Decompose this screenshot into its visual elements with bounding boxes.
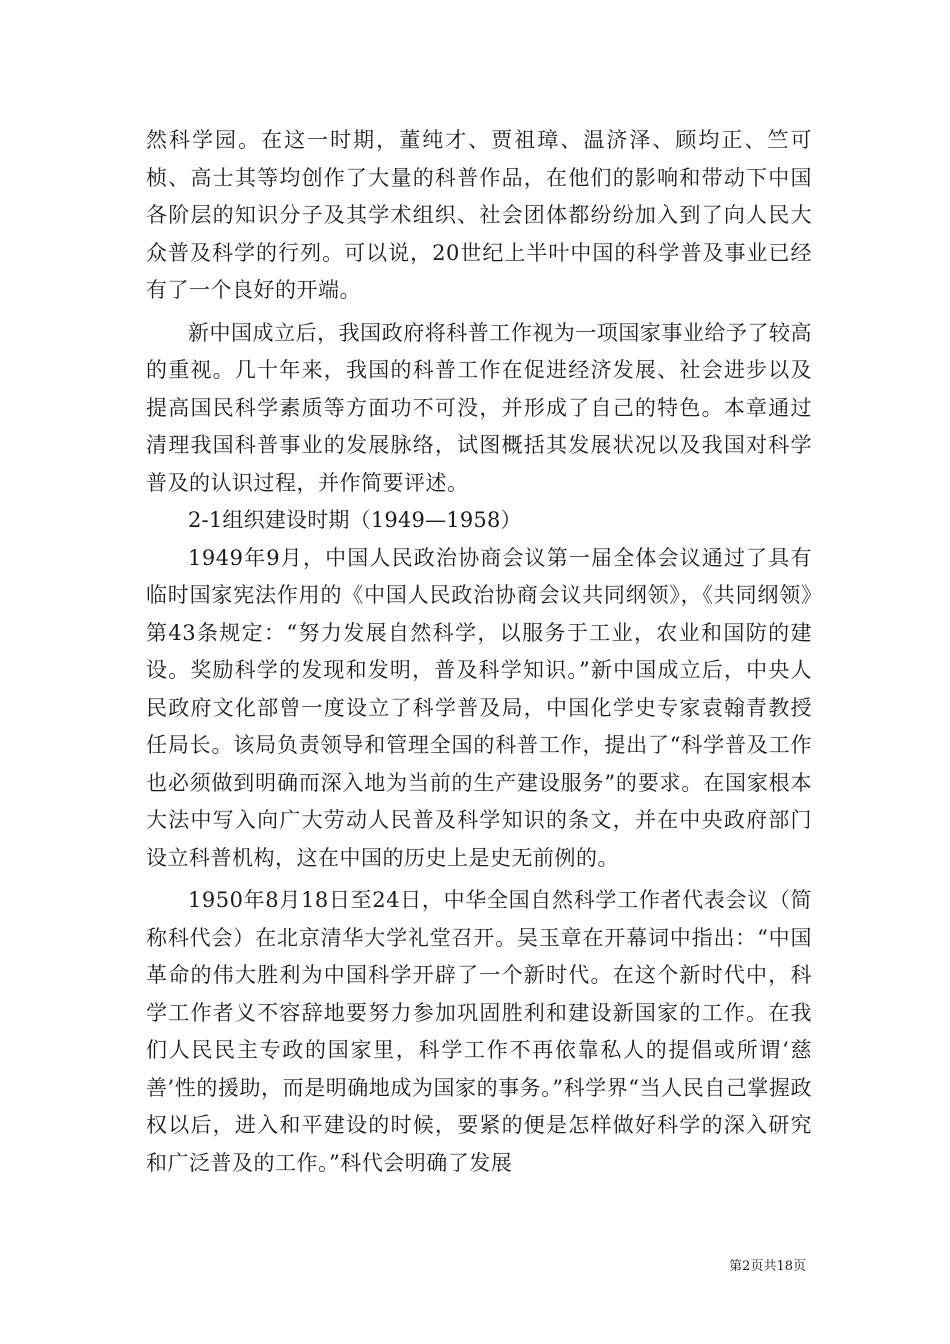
paragraph-new-china: 新中国成立后，我国政府将科普工作视为一项国家事业给予了较高的重视。几十年来，我国的科普工作在促进经济发展、社会进步以及提高国民科学素质等方面功不可没，并形成了自己的特色。本章通过清理我国科普事业的发展脉络，试图概括其发展状况以及我国对科学普及的认识过程，并作简要评述。 (146, 320, 812, 495)
section-heading: 2-1组织建设时期（1949—1958） (188, 508, 522, 532)
paragraph-continuation: 然科学园。在这一时期，董纯才、贾祖璋、温济泽、顾均正、竺可桢、高士其等均创作了大量的科普作品，在他们的影响和带动下中国各阶层的知识分子及其学术组织、社会团体都纷纷加入到了向人民大众普及科学的行列。可以说，20世纪上半叶中国的科学普及事业已经有了一个良好的开端。 (146, 128, 812, 302)
paragraph-1949: 1949年9月，中国人民政治协商会议第一届全体会议通过了具有临时国家宪法作用的《中国人民政治协商会议共同纲领》，《共同纲领》第43条规定：“努力发展自然科学，以服务于工业，农业和国防的建设。奖励科学的发现和发明，普及科学知识。”新中国成立后，中央人民政府文化部曾一度设立了科学普及局，中国化学史专家袁翰青教授任局长。该局负责领导和管理全国的科普工作，提出了“科学普及工作也必须做到明确而深入地为当前的生产建设服务”的要求。在国家根本大法中写入向广大劳动人民普及科学知识的条文，并在中央政府部门设立科普机构，这在中国的历史上是史无前例的。 (146, 545, 812, 870)
page-number: 第2页共18页 (729, 1259, 806, 1274)
body-text (146, 122, 812, 1182)
paragraph-1950: 1950年8月18日至24日，中华全国自然科学工作者代表会议（简称科代会）在北京清华大学礼堂召开。吴玉章在开幕词中指出：“中国革命的伟大胜利为中国科学开辟了一个新时代。在这个新时代中，科学工作者义不容辞地要努力参加巩固胜利和建设新国家的工作。在我们人民民主专政的国家里，科学工作不再依靠私人的提倡或所谓‘慈善’性的援助，而是明确地成为国家的事务。”科学界“当人民自己掌握政权以后，进入和平建设的时候，要紧的便是怎样做好科学的深入研究和广泛普及的工作。”科代会明确了发展 (146, 888, 812, 1175)
